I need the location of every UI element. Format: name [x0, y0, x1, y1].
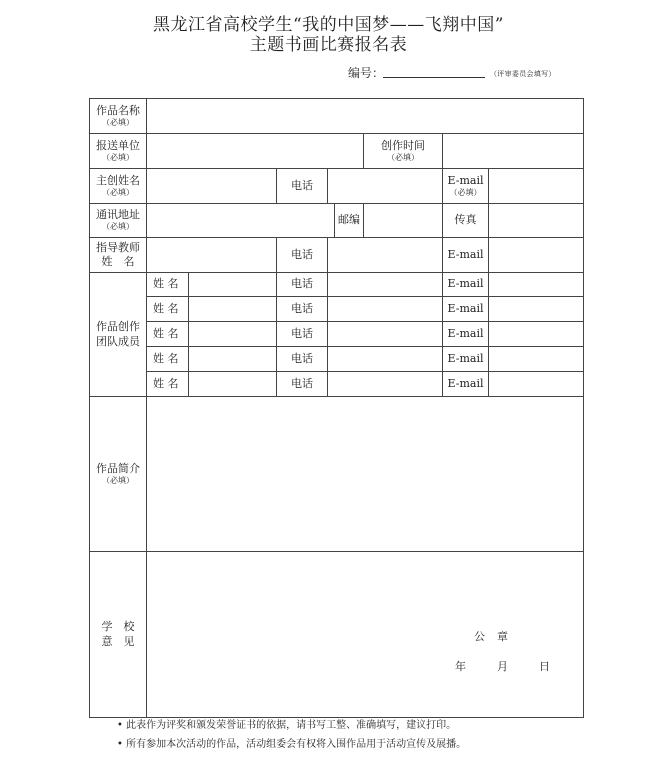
date-line: [455, 658, 550, 674]
create-time-field[interactable]: [443, 134, 584, 169]
official-stamp-label: 公章: [474, 630, 520, 643]
work-name-text: 作品名称: [96, 103, 140, 117]
advisor-phone-label: 电话: [277, 238, 328, 273]
day-label: 日: [539, 660, 550, 673]
member-email-label: E-mail: [443, 322, 489, 347]
team-text-1: 作品创作: [96, 320, 140, 334]
advisor-field[interactable]: [147, 238, 277, 273]
advisor-email-field[interactable]: [489, 238, 584, 273]
required-mark: （必填）: [102, 475, 134, 485]
member-name-label: 姓 名: [147, 322, 189, 347]
form-title-line1: 黑龙江省高校学生“我的中国梦——飞翔中国”: [153, 15, 504, 35]
member-name-field[interactable]: [189, 273, 277, 297]
member-name-field[interactable]: [189, 347, 277, 372]
member-name-label: 姓 名: [147, 297, 189, 322]
year-label: 年: [455, 660, 466, 673]
serial-label: 编号：: [348, 66, 385, 80]
member-email-label: E-mail: [443, 347, 489, 372]
member-phone-label: 电话: [277, 322, 328, 347]
member-email-field[interactable]: [489, 273, 584, 297]
required-mark: （必填）: [102, 152, 134, 162]
address-text: 通讯地址: [96, 208, 140, 222]
summary-text: 作品简介: [96, 461, 140, 475]
member-phone-label: 电话: [277, 372, 328, 397]
required-mark: （必填）: [102, 222, 134, 232]
member-email-field[interactable]: [489, 322, 584, 347]
registration-form-table: [89, 98, 584, 718]
team-members-label: [90, 273, 147, 397]
form-notes: [117, 716, 466, 754]
required-mark: （必填）: [102, 117, 134, 127]
lead-email-text: E-mail: [447, 173, 484, 187]
note-item: • 所有参加本次活动的作品，活动组委会有权将入围作品用于活动宣传及展播。: [117, 739, 467, 750]
fax-field[interactable]: [489, 204, 584, 238]
summary-label: [90, 397, 147, 552]
form-title-line2: 主题书画比赛报名表: [249, 35, 408, 55]
member-phone-field[interactable]: [328, 372, 443, 397]
submit-unit-label: [90, 134, 147, 169]
school-text-2: 意 见: [101, 634, 135, 648]
summary-field[interactable]: [147, 397, 584, 552]
member-name-field[interactable]: [189, 297, 277, 322]
submit-unit-field[interactable]: [147, 134, 364, 169]
lead-author-text: 主创姓名: [96, 173, 140, 187]
member-name-label: 姓 名: [147, 372, 189, 397]
lead-author-field[interactable]: [147, 169, 277, 204]
advisor-phone-field[interactable]: [328, 238, 443, 273]
member-phone-field[interactable]: [328, 273, 443, 297]
member-email-label: E-mail: [443, 273, 489, 297]
member-email-field[interactable]: [489, 347, 584, 372]
create-time-text: 创作时间: [381, 138, 425, 152]
advisor-text-2: 姓 名: [101, 255, 135, 268]
advisor-label: [90, 238, 147, 273]
member-email-field[interactable]: [489, 297, 584, 322]
member-email-label: E-mail: [443, 297, 489, 322]
serial-field[interactable]: [383, 77, 485, 78]
member-email-label: E-mail: [443, 372, 489, 397]
school-text-1: 学 校: [101, 620, 135, 634]
member-email-field[interactable]: [489, 372, 584, 397]
address-field[interactable]: [147, 204, 335, 238]
create-time-label: [364, 134, 443, 169]
member-name-field[interactable]: [189, 322, 277, 347]
member-name-field[interactable]: [189, 372, 277, 397]
member-name-label: 姓 名: [147, 347, 189, 372]
member-phone-field[interactable]: [328, 347, 443, 372]
member-phone-label: 电话: [277, 297, 328, 322]
advisor-text-1: 指导教师: [96, 240, 140, 254]
team-text-2: 团队成员: [96, 334, 140, 348]
member-phone-label: 电话: [277, 347, 328, 372]
postcode-label: 邮编: [335, 204, 364, 238]
serial-note: （评审委员会填写）: [490, 70, 556, 78]
advisor-email-label: E-mail: [443, 238, 489, 273]
fax-label: 传真: [443, 204, 489, 238]
required-mark: （必填）: [387, 152, 419, 162]
required-mark: （必填）: [102, 187, 134, 197]
member-phone-field[interactable]: [328, 297, 443, 322]
work-name-field[interactable]: [147, 99, 584, 134]
member-name-label: 姓 名: [147, 273, 189, 297]
work-name-label: [90, 99, 147, 134]
month-label: 月: [497, 660, 508, 673]
lead-phone-label: 电话: [277, 169, 328, 204]
lead-author-label: [90, 169, 147, 204]
lead-phone-field[interactable]: [328, 169, 443, 204]
member-phone-field[interactable]: [328, 322, 443, 347]
school-opinion-label: [90, 552, 147, 718]
address-label: [90, 204, 147, 238]
member-phone-label: 电话: [277, 273, 328, 297]
lead-email-field[interactable]: [489, 169, 584, 204]
postcode-field[interactable]: [364, 204, 443, 238]
lead-email-label: [443, 169, 489, 204]
submit-unit-text: 报送单位: [96, 138, 140, 152]
note-item: • 此表作为评奖和颁发荣誉证书的依据，请书写工整、准确填写，建议打印。: [117, 720, 457, 731]
required-mark: （必填）: [449, 187, 482, 197]
